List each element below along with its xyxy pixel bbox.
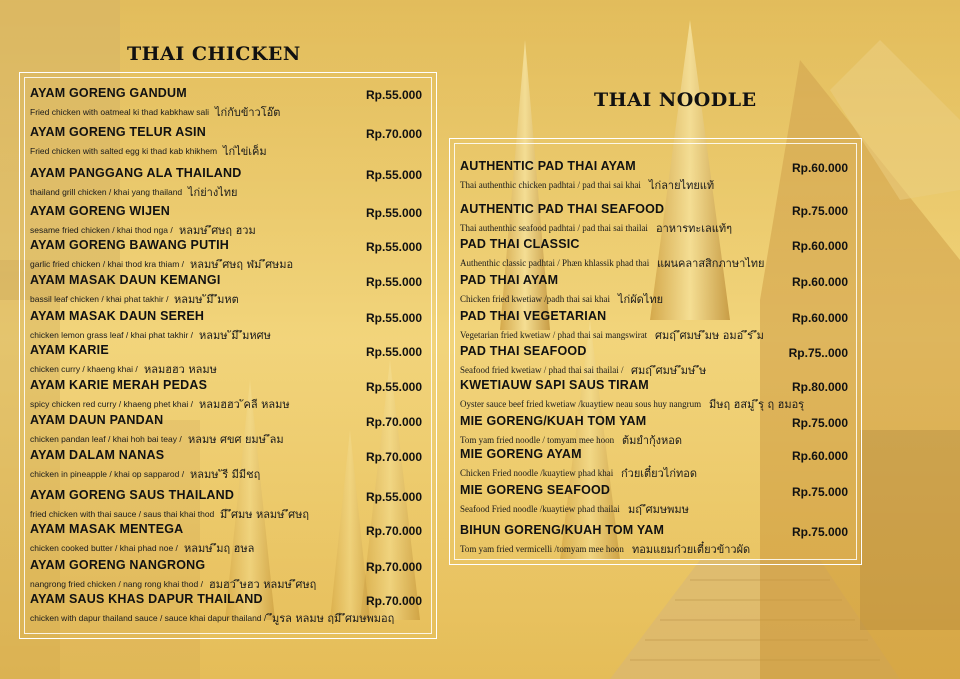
menu-item-price: Rp.70.000 — [365, 450, 422, 464]
menu-item-price: Rp.60.000 — [791, 449, 848, 463]
menu-item-thai-name: ทอมแยมก๋วยเตี๋ยวข้าวผัด — [632, 543, 751, 556]
menu-item-name: PAD THAI AYAM — [460, 273, 559, 287]
menu-item — [30, 238, 422, 271]
menu-item-description: chicken lemon grass leaf / khai phat takhir / — [30, 330, 193, 340]
menu-item-name: AYAM SAUS KHAS DAPUR THAILAND — [30, 592, 263, 606]
menu-item-price: Rp.55.000 — [365, 345, 422, 359]
menu-item-price: Rp.60.000 — [791, 161, 848, 175]
menu-item-description: chicken cooked butter / khai phad noe / — [30, 543, 178, 553]
noodle-section-title: THAI NOODLE — [594, 89, 757, 111]
menu-item — [460, 483, 848, 516]
menu-item — [460, 414, 848, 447]
menu-item — [30, 592, 422, 625]
menu-item-thai-name: แผนคลาสสิกภาษาไทย — [657, 257, 765, 270]
chicken-section-title: THAI CHICKEN — [127, 43, 301, 65]
menu-item-description: chicken curry / khaeng khai / — [30, 364, 138, 374]
menu-item — [30, 413, 422, 446]
menu-item-price: Rp.55.000 — [365, 311, 422, 325]
menu-item — [30, 309, 422, 342]
menu-item-price: Rp.55.000 — [365, 490, 422, 504]
menu-item — [460, 273, 848, 306]
menu-item — [30, 125, 422, 158]
menu-item — [30, 86, 422, 119]
menu-item-price: Rp.60.000 — [791, 275, 848, 289]
menu-item-thai-name: ต้มยำกุ้งหอด — [622, 434, 683, 447]
menu-item — [30, 343, 422, 376]
menu-item — [30, 273, 422, 306]
menu-item-description: Authenthic classic padhtai / Phæn khlassik phad thai — [460, 258, 650, 268]
menu-item-price: Rp.70.000 — [365, 127, 422, 141]
menu-item-thai-name: หลมฮฮว หลมษ — [144, 363, 217, 376]
menu-item-name: AYAM GORENG SAUS THAILAND — [30, 488, 235, 502]
menu-item-thai-name: ไก่ไข่เค็ม — [223, 145, 267, 158]
menu-item-description: garlic fried chicken / khai thod kra thiam / — [30, 259, 185, 269]
menu-item-price: Rp.55.000 — [365, 380, 422, 394]
menu-item — [460, 378, 848, 411]
menu-item-description: bassil leaf chicken / khai phat takhir / — [30, 294, 169, 304]
menu-item-name: PAD THAI SEAFOOD — [460, 344, 587, 358]
menu-item-name: AYAM MASAK DAUN KEMANGI — [30, 273, 221, 287]
menu-item-thai-name: มฤ ึศมษพมษ — [628, 503, 689, 516]
menu-item-name: AYAM MASAK DAUN SEREH — [30, 309, 205, 323]
menu-item-name: BIHUN GORENG/KUAH TOM YAM — [460, 523, 665, 537]
menu-item-thai-name: หลมษ ึมฤ ฮษล — [184, 542, 255, 555]
menu-item-name: KWETIAUW SAPI SAUS TIRAM — [460, 378, 649, 392]
menu-item-description: thailand grill chicken / khai yang thailand — [30, 187, 183, 197]
menu-item-thai-name: ศมฤ ึศมษ ึมษ อมอ ึร ึม — [655, 329, 764, 342]
menu-item-thai-name: ก๋วยเตี๋ยวไก่ทอด — [621, 467, 698, 480]
menu-item-name: AUTHENTIC PAD THAI SEAFOOD — [460, 202, 665, 216]
menu-item-price: Rp.55.000 — [365, 168, 422, 182]
menu-item-name: PAD THAI CLASSIC — [460, 237, 580, 251]
menu-item-name: AYAM MASAK MENTEGA — [30, 522, 184, 536]
menu-item-name: AYAM KARIE — [30, 343, 109, 357]
menu-item-name: MIE GORENG AYAM — [460, 447, 582, 461]
menu-item-price: Rp.70.000 — [365, 560, 422, 574]
menu-item-description: Chicken Fried noodle /kuaytiew phad khai — [460, 468, 614, 478]
menu-item-name: AYAM GORENG NANGRONG — [30, 558, 206, 572]
menu-item-description: Fried chicken with oatmeal ki thad kabkhaw sali — [30, 107, 210, 117]
menu-item-description: Thai authenthic chicken padhtai / pad thai sai khai — [460, 180, 641, 190]
menu-item-description: Tom yam fried vermicelli /tomyam mee hoon — [460, 544, 624, 554]
menu-item-price: Rp.55.000 — [365, 206, 422, 220]
menu-item-price: Rp.75.000 — [791, 416, 848, 430]
menu-item-price: Rp.55.000 — [365, 88, 422, 102]
menu-item-description: Seafood fried kwetiaw / phad thai sai thailai / — [460, 365, 624, 375]
menu-item-description: nangrong fried chicken / nang rong khai thod / — [30, 579, 203, 589]
menu-item-price: Rp.55.000 — [365, 240, 422, 254]
menu-item-description: chicken with dapur thailand sauce / sauce khai dapur thailand / — [30, 613, 267, 623]
menu-item-thai-name: ไก่กับข้าวโอ๊ต — [215, 106, 281, 119]
menu-item-thai-name: ไก่ย่างไทย — [188, 186, 238, 199]
menu-item-thai-name: หลมษ ึศษฤ ฮวม — [179, 224, 256, 237]
menu-item-thai-name: หลมษ ศขศ ยมษ ึลม — [188, 433, 284, 446]
menu-item-description: Tom yam fried noodle / tomyam mee hoon — [460, 435, 615, 445]
menu-item-price: Rp.70.000 — [365, 415, 422, 429]
menu-item-price: Rp.70.000 — [365, 524, 422, 538]
menu-item-name: AYAM GORENG BAWANG PUTIH — [30, 238, 230, 252]
menu-item-description: Oyster sauce beef fried kwetiaw /kuaytiew neau sous huy nangrum — [460, 399, 702, 409]
menu-item-thai-name: หลมษ ึศษฤ ฬม ึศษมอ — [190, 258, 294, 271]
menu-item — [460, 309, 848, 342]
menu-item-price: Rp.70.000 — [365, 594, 422, 608]
menu-item-thai-name: ไก่ผัดไทย — [618, 293, 664, 306]
menu-item — [460, 523, 848, 556]
menu-item-thai-name: ฮมฮว ึษฮว หลมษ ึศษฤ — [209, 578, 317, 591]
menu-item-name: AYAM PANGGANG ALA THAILAND — [30, 166, 242, 180]
menu-item-description: Thai authenthic seafood padhtai / pad thai sai thailai — [460, 223, 648, 233]
menu-item-thai-name: ึมูรล หลมษ ฤมี ึศมษพมอฤ — [272, 612, 395, 625]
menu-item-description: sesame fried chicken / khai thod nga / — [30, 225, 173, 235]
menu-item — [460, 237, 848, 270]
menu-item-thai-name: หลมษ ัรี มีมีชฤ — [190, 468, 261, 481]
menu-item-thai-name: หลมฮฮว ัคลี หลมษ — [199, 398, 290, 411]
menu-item-price: Rp.75..000 — [788, 346, 848, 360]
menu-item-name: AYAM DALAM NANAS — [30, 448, 165, 462]
menu-item-price: Rp.60.000 — [791, 239, 848, 253]
menu-item-description: spicy chicken red curry / khaeng phet khai / — [30, 399, 193, 409]
menu-item — [460, 159, 848, 192]
menu-item-name: AYAM KARIE MERAH PEDAS — [30, 378, 208, 392]
menu-item — [30, 378, 422, 411]
menu-item-thai-name: อาหารทะเลแท้ๆ — [656, 222, 733, 235]
menu-item-description: Chicken fried kwetiaw /padh thai sai khai — [460, 294, 610, 304]
menu-item-name: MIE GORENG SEAFOOD — [460, 483, 611, 497]
menu-item-thai-name: มีษฤ ฮสมู ึรุ ฤ ฮมอรุ — [709, 398, 805, 411]
menu-item-description: Vegetarian fried kwetiaw / phad thai sai mangswirat — [460, 330, 648, 340]
menu-item-name: AYAM GORENG GANDUM — [30, 86, 187, 100]
menu-item-description: chicken in pineapple / khai op sapparod / — [30, 469, 185, 479]
menu-item-thai-name: มี ึศมษ หลมษ ึศษฤ — [220, 508, 310, 521]
menu-item-price: Rp.60.000 — [791, 311, 848, 325]
menu-item-description: Fried chicken with salted egg ki thad kab khikhem — [30, 146, 218, 156]
menu-item-price: Rp.75.000 — [791, 525, 848, 539]
menu-item-name: AYAM GORENG TELUR ASIN — [30, 125, 206, 139]
menu-item-price: Rp.55.000 — [365, 275, 422, 289]
menu-item — [30, 166, 422, 199]
menu-item — [460, 447, 848, 480]
menu-item — [30, 204, 422, 237]
menu-item-price: Rp.75.000 — [791, 204, 848, 218]
menu-item-name: AYAM GORENG WIJEN — [30, 204, 171, 218]
menu-item-name: AUTHENTIC PAD THAI AYAM — [460, 159, 636, 173]
menu-item-price: Rp.80.000 — [791, 380, 848, 394]
menu-item-name: AYAM DAUN PANDAN — [30, 413, 164, 427]
menu-item-thai-name: ศมฤ ึศมษ ึมษ ึษ — [631, 364, 707, 377]
menu-item-thai-name: หลมษ ัมี ึมหศษ — [199, 329, 271, 342]
menu-item — [30, 448, 422, 481]
menu-item-price: Rp.75.000 — [791, 485, 848, 499]
menu-item — [460, 202, 848, 235]
menu-item — [30, 488, 422, 521]
menu-item-description: chicken pandan leaf / khai hoh bai teay / — [30, 434, 182, 444]
menu-item — [30, 522, 422, 555]
menu-item-description: Seafood Fried noodle /kuaytiew phad thailai — [460, 504, 620, 514]
menu-item-name: PAD THAI VEGETARIAN — [460, 309, 607, 323]
menu-item-name: MIE GORENG/KUAH TOM YAM — [460, 414, 647, 428]
menu-item-thai-name: ไก่ลายไทยแท้ — [649, 179, 715, 192]
menu-item-thai-name: หลมษ ัมี ึมหต — [174, 293, 239, 306]
menu-item — [30, 558, 422, 591]
menu-item — [460, 344, 848, 377]
menu-item-description: fried chicken with thai sauce / saus thai khai thod — [30, 509, 215, 519]
